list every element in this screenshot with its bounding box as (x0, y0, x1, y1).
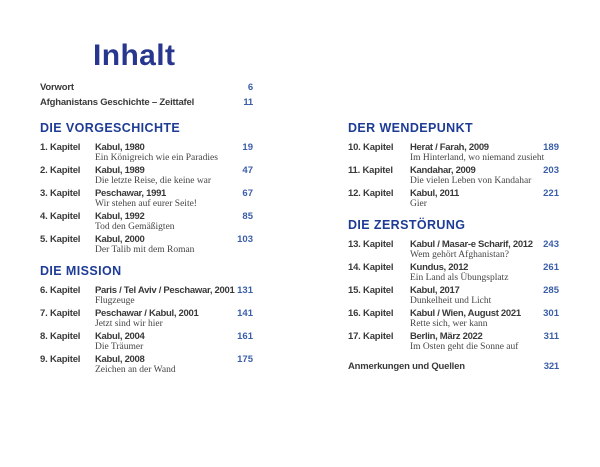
chapter-main (95, 189, 229, 209)
toc-entry (348, 143, 559, 163)
toc-entry (348, 263, 559, 283)
section-heading: DIE MISSION (40, 264, 122, 278)
page-number: 6 (247, 82, 253, 93)
page-number: 11 (243, 97, 253, 108)
chapter-location: Peschawar, 1991 (95, 188, 167, 199)
page-number: 189 (543, 142, 559, 153)
chapter-subtitle: Gier (410, 199, 427, 209)
chapter-label: 10. Kapitel (348, 142, 394, 153)
section-heading: DER WENDEPUNKT (348, 121, 474, 135)
page-number: 243 (543, 239, 559, 250)
chapter-main (95, 212, 229, 232)
footer-label: Anmerkungen und Quellen (348, 361, 465, 372)
toc-entry (348, 332, 559, 352)
chapter-main (95, 143, 229, 163)
toc-column-right (348, 122, 559, 372)
toc-entry (40, 166, 253, 186)
chapter-main (410, 286, 535, 306)
page-number: 141 (237, 308, 253, 319)
toc-entry (40, 235, 253, 255)
chapter-location: Kabul, 2017 (410, 285, 460, 296)
chapter-subtitle: Im Osten geht die Sonne auf (410, 342, 519, 352)
toc-section (348, 122, 559, 209)
toc-entry (348, 286, 559, 306)
chapter-location: Kabul / Wien, August 2021 (410, 308, 521, 319)
toc-entry (40, 189, 253, 209)
chapter-label: 5. Kapitel (40, 234, 81, 245)
chapter-main (95, 309, 229, 329)
chapter-location: Kabul, 1992 (95, 211, 145, 222)
chapter-main (95, 285, 235, 306)
page-number: 47 (242, 165, 253, 176)
chapter-location: Kandahar, 2009 (410, 165, 476, 176)
chapter-location: Kabul, 2011 (410, 188, 459, 199)
chapter-label: 11. Kapitel (348, 165, 393, 176)
chapter-main (95, 332, 229, 352)
chapter-location: Kabul, 1980 (95, 142, 145, 153)
chapter-label: 9. Kapitel (40, 354, 81, 365)
chapter-label: 14. Kapitel (348, 262, 394, 273)
chapter-subtitle: Jetzt sind wir hier (95, 319, 163, 329)
page-number: 261 (543, 262, 559, 273)
chapter-label: 1. Kapitel (40, 142, 81, 153)
chapter-subtitle: Zeichen an der Wand (95, 365, 176, 375)
toc-entry (40, 332, 253, 352)
chapter-subtitle: Tod den Gemäßigten (95, 222, 175, 232)
chapter-label: 13. Kapitel (348, 239, 394, 250)
toc-entry (348, 166, 559, 186)
chapter-label: 12. Kapitel (348, 188, 394, 199)
chapter-label: 8. Kapitel (40, 331, 81, 342)
chapter-label: 16. Kapitel (348, 308, 394, 319)
chapter-main (410, 142, 545, 163)
chapter-main (410, 332, 535, 352)
toc-entry (348, 309, 559, 329)
page-number: 103 (237, 234, 253, 245)
chapter-subtitle: Im Hinterland, wo niemand zusieht (410, 153, 545, 163)
chapter-main (410, 240, 535, 260)
page-number: 131 (237, 285, 253, 296)
front-matter-label: Afghanistans Geschichte – Zeittafel (40, 97, 195, 108)
page-number: 85 (242, 211, 253, 222)
chapter-location: Kabul, 2000 (95, 234, 145, 245)
toc-entry (40, 286, 253, 306)
page-number: 285 (543, 285, 559, 296)
page-title: Inhalt (93, 39, 176, 72)
front-matter-row (40, 98, 253, 108)
section-entries (348, 143, 559, 209)
front-matter-label: Vorwort (40, 82, 74, 93)
page-number: 311 (543, 331, 559, 342)
chapter-location: Kabul / Masar-e Scharif, 2012 (410, 239, 533, 250)
section-heading: DIE VORGESCHICHTE (40, 121, 181, 135)
chapter-label: 15. Kapitel (348, 285, 394, 296)
chapter-location: Kabul, 2004 (95, 331, 145, 342)
toc-entry (40, 355, 253, 375)
toc-entry (40, 143, 253, 163)
chapter-location: Kundus, 2012 (410, 262, 469, 273)
chapter-subtitle: Ein Königreich wie ein Paradies (95, 153, 218, 163)
page-number: 221 (543, 188, 559, 199)
chapter-main (95, 235, 229, 255)
chapter-location: Peschawar / Kabul, 2001 (95, 308, 199, 319)
page-number: 301 (543, 308, 559, 319)
toc-column-left (40, 122, 253, 378)
chapter-label: 17. Kapitel (348, 331, 394, 342)
chapter-location: Kabul, 1989 (95, 165, 145, 176)
section-entries (348, 240, 559, 352)
chapter-location: Kabul, 2008 (95, 354, 145, 365)
chapter-main (410, 189, 535, 209)
chapter-main (410, 309, 535, 329)
section-heading: DIE ZERSTÖRUNG (348, 218, 466, 232)
toc-entry (40, 309, 253, 329)
toc-entry (40, 212, 253, 232)
chapter-main (410, 263, 535, 283)
chapter-subtitle: Ein Land als Übungsplatz (410, 273, 509, 283)
chapter-subtitle: Die vielen Leben von Kandahar (410, 176, 532, 186)
toc-section (40, 122, 253, 255)
chapter-label: 7. Kapitel (40, 308, 81, 319)
page-number: 19 (242, 142, 253, 153)
chapter-subtitle: Wem gehört Afghanistan? (410, 250, 509, 260)
chapter-location: Berlin, März 2022 (410, 331, 483, 342)
chapter-label: 6. Kapitel (40, 285, 81, 296)
toc-entry (348, 189, 559, 209)
chapter-subtitle: Rette sich, wer kann (410, 319, 488, 329)
page-number: 175 (237, 354, 253, 365)
chapter-subtitle: Der Talib mit dem Roman (95, 245, 195, 255)
chapter-subtitle: Flugzeuge (95, 296, 135, 306)
chapter-subtitle: Die Träumer (95, 342, 144, 352)
toc-footer-row (348, 362, 559, 372)
front-matter (40, 83, 253, 113)
chapter-location: Paris / Tel Aviv / Peschawar, 2001 (95, 285, 235, 296)
chapter-subtitle: Die letzte Reise, die keine war (95, 176, 212, 186)
toc-section (40, 265, 253, 375)
chapter-label: 2. Kapitel (40, 165, 81, 176)
section-entries (40, 286, 253, 375)
page-number: 321 (543, 361, 559, 372)
toc-entry (348, 240, 559, 260)
page-number: 67 (242, 188, 253, 199)
chapter-main (410, 166, 535, 186)
page-number: 161 (237, 331, 253, 342)
section-entries (40, 143, 253, 255)
chapter-main (95, 166, 229, 186)
chapter-subtitle: Wir stehen auf eurer Seite! (95, 199, 197, 209)
page-number: 203 (543, 165, 559, 176)
front-matter-row (40, 83, 253, 93)
chapter-label: 3. Kapitel (40, 188, 81, 199)
toc-section (348, 219, 559, 352)
chapter-subtitle: Dunkelheit und Licht (410, 296, 492, 306)
chapter-label: 4. Kapitel (40, 211, 81, 222)
chapter-main (95, 355, 229, 375)
chapter-location: Herat / Farah, 2009 (410, 142, 489, 153)
